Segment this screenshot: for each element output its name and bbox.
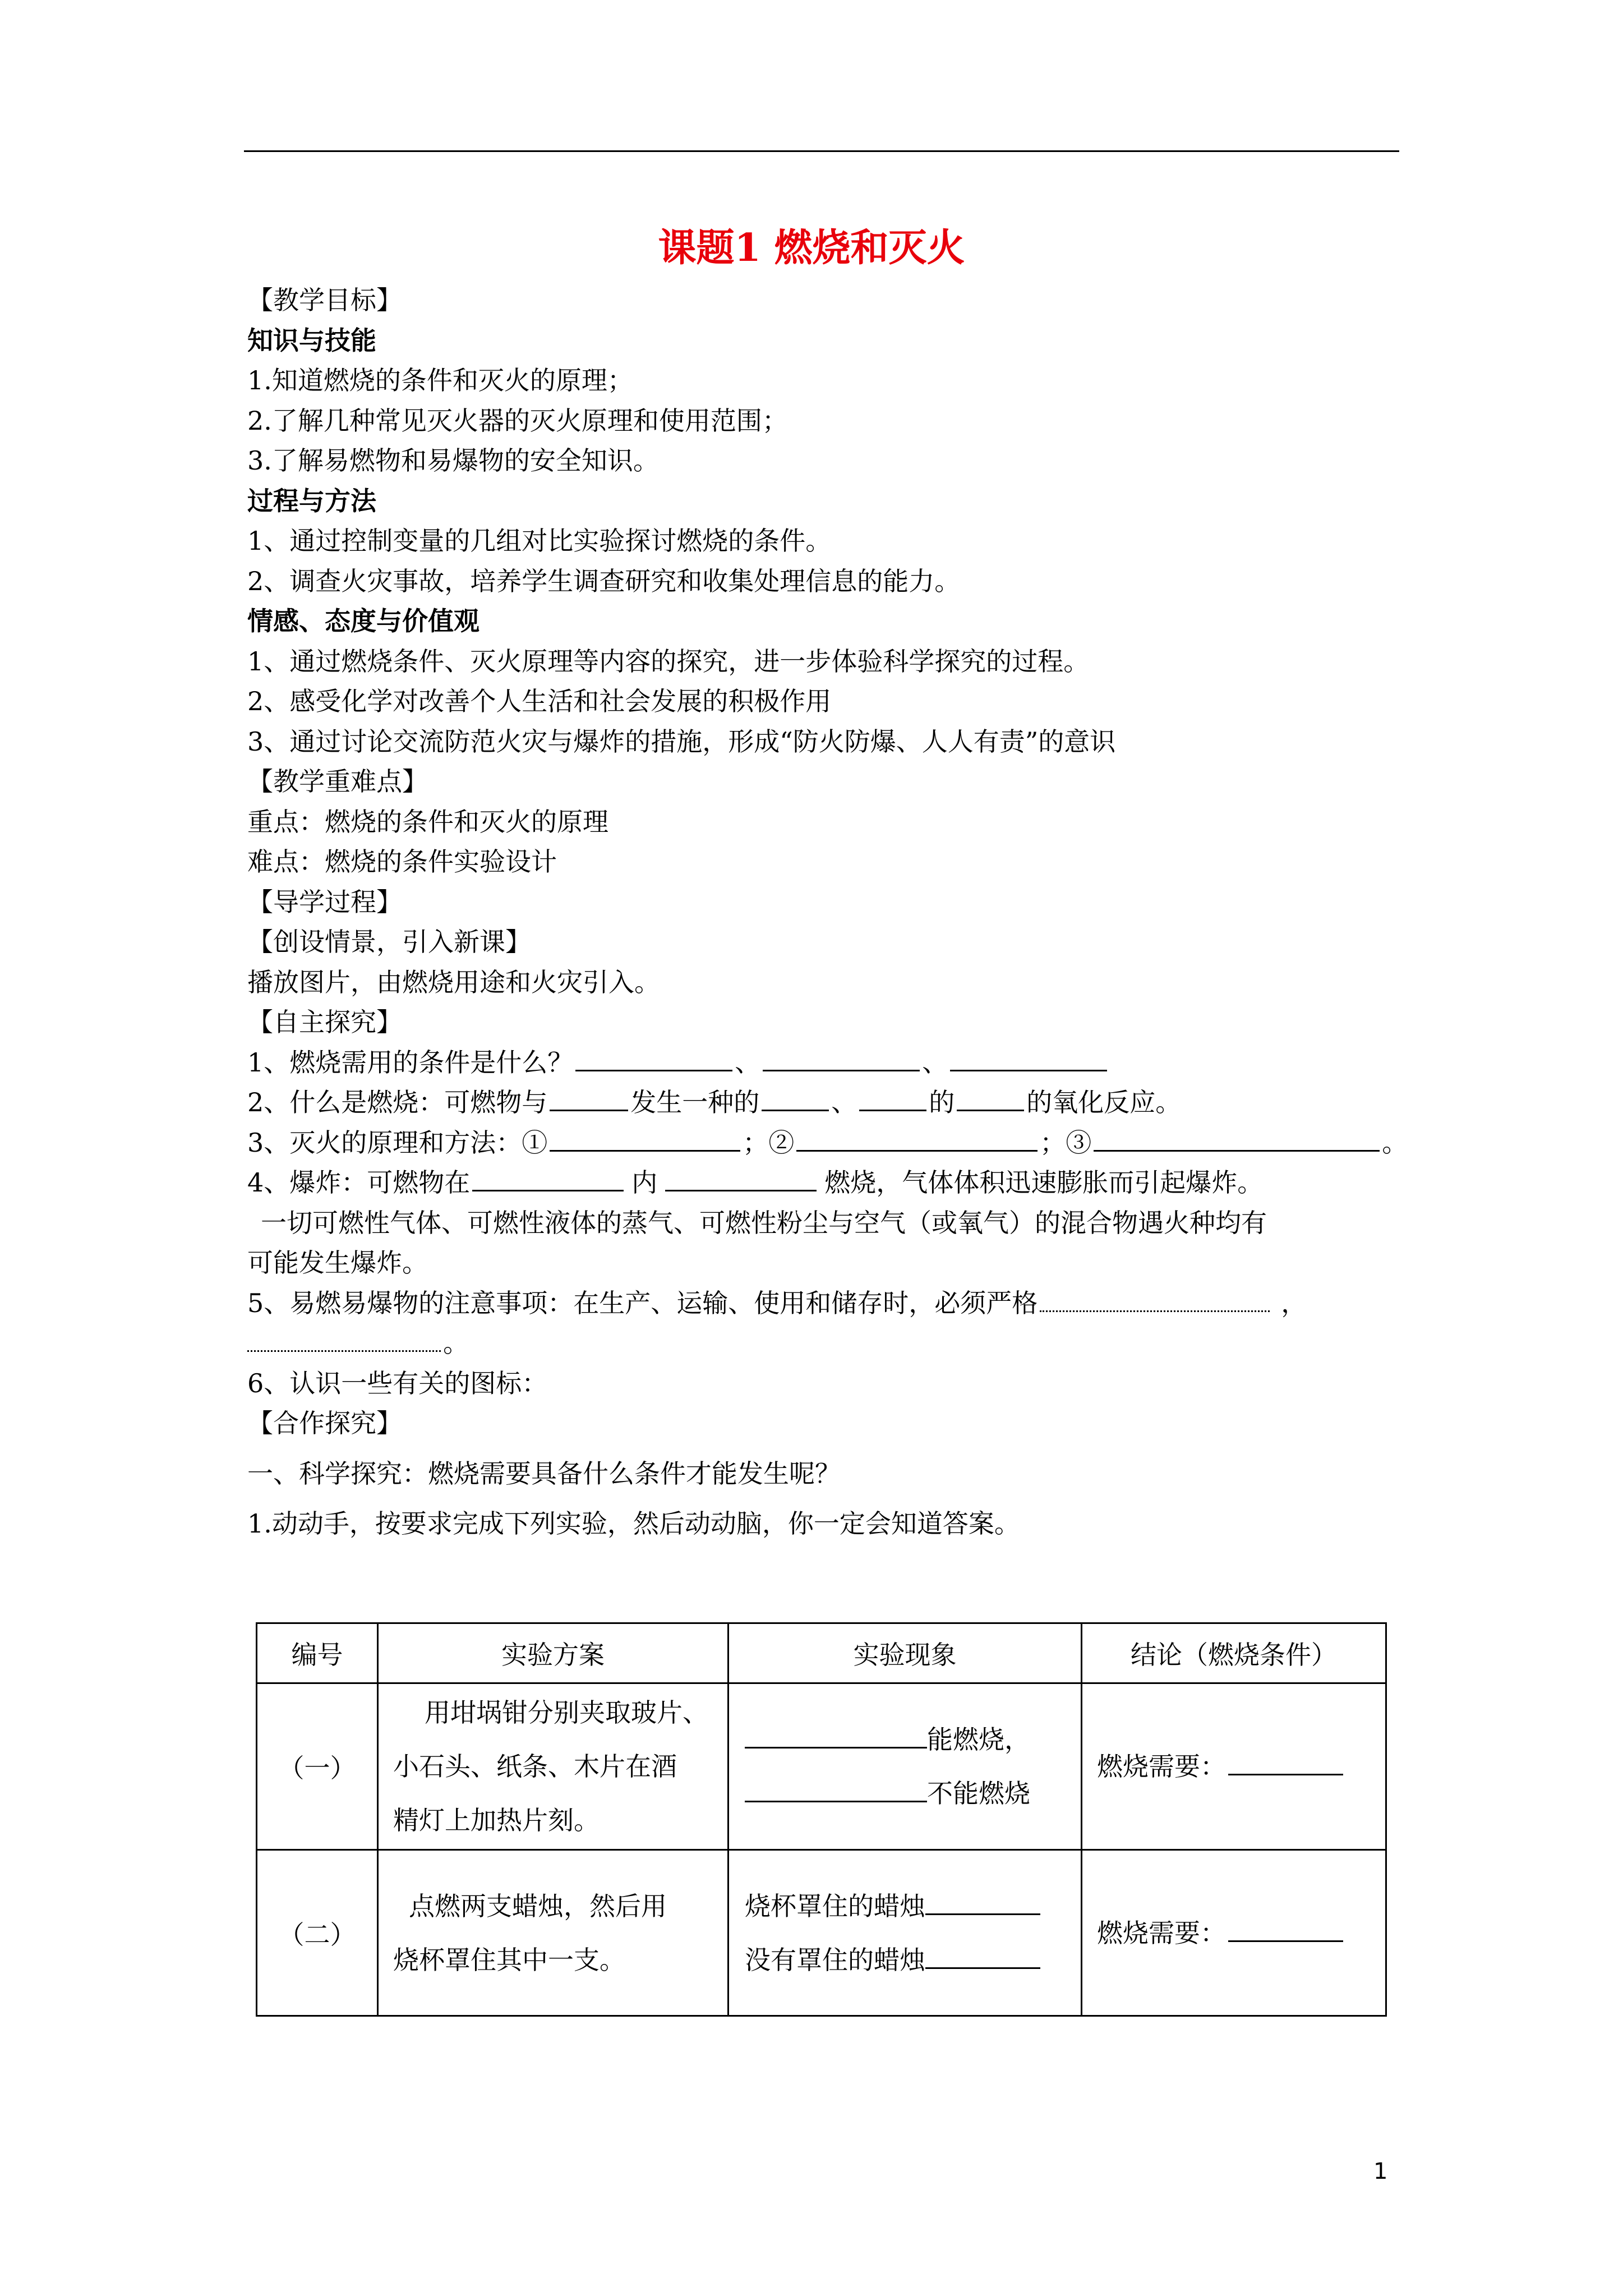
text-line: 2.了解几种常见灭火器的灭火原理和使用范围； (247, 405, 788, 436)
question-text: ；② (743, 1127, 795, 1158)
plan-line: 精灯上加热片刻。 (393, 1805, 600, 1835)
question-text: 的 (929, 1087, 955, 1117)
document-body (247, 280, 1408, 1544)
plan-line: 用坩埚钳分别夹取玻片、 (425, 1697, 708, 1728)
conclusion-line (1097, 1906, 1385, 1960)
column-header: 结论（燃烧条件） (1082, 1623, 1386, 1683)
table-row (257, 1850, 1386, 2016)
question-3 (247, 1123, 1408, 1163)
section-heading: 【教学重难点】 (247, 766, 428, 797)
text-line: 一、科学探究：燃烧需要具备什么条件才能发生呢？ (247, 1458, 841, 1489)
section-heading: 【合作探究】 (247, 1408, 402, 1438)
question-text: 。 (443, 1328, 469, 1358)
answer-blank[interactable] (745, 1775, 927, 1802)
question-5-cont (247, 1323, 1403, 1364)
conclusion-text: 燃烧需要： (1097, 1751, 1226, 1782)
answer-blank[interactable] (950, 1044, 1107, 1071)
question-text: 。 (1382, 1127, 1408, 1158)
observation-text: 烧杯罩住的蜡烛 (745, 1890, 925, 1921)
observation-text: 不能燃烧 (927, 1778, 1030, 1809)
table-header-row (257, 1623, 1386, 1683)
separator: 、 (922, 1047, 948, 1078)
question-text: 5、易燃易爆物的注意事项：在生产、运输、使用和储存时，必须严格 (247, 1287, 1038, 1318)
question-text: ， (1281, 1287, 1307, 1318)
answer-blank[interactable] (575, 1044, 732, 1071)
experiment-table (256, 1622, 1387, 2017)
text-line: 2、调查火灾事故，培养学生调查研究和收集处理信息的能力。 (247, 565, 961, 596)
answer-blank[interactable] (550, 1124, 740, 1152)
question-2 (247, 1083, 1403, 1123)
answer-blank[interactable] (1040, 1285, 1270, 1312)
question-text: 燃烧，气体体积迅速膨胀而引起爆炸。 (824, 1167, 1264, 1198)
question-1 (247, 1043, 1403, 1083)
observation-line (745, 1766, 1080, 1820)
question-text: 3、灭火的原理和方法：① (247, 1127, 548, 1158)
conclusion-cell (1082, 1683, 1386, 1850)
observation-text: 没有罩住的蜡烛 (745, 1944, 925, 1975)
plan-cell (378, 1850, 728, 2016)
subsection-heading: 情感、态度与价值观 (247, 606, 479, 636)
text-line: 一切可燃性气体、可燃性液体的蒸气、可燃性粉尘与空气（或氧气）的混合物遇火种均有 (261, 1207, 1267, 1238)
question-4 (247, 1163, 1403, 1203)
observation-line (745, 1713, 1080, 1766)
answer-blank[interactable] (247, 1324, 441, 1352)
subsection-heading: 过程与方法 (247, 485, 376, 516)
text-line: 3.了解易燃物和易爆物的安全知识。 (247, 445, 659, 476)
observation-cell (728, 1850, 1082, 2016)
section-heading: 【自主探究】 (247, 1007, 402, 1037)
table-row (257, 1683, 1386, 1850)
separator: 、 (831, 1087, 857, 1117)
row-number: （一） (257, 1683, 378, 1850)
answer-blank[interactable] (665, 1164, 817, 1191)
plan-line: 小石头、纸条、木片在酒 (393, 1751, 677, 1782)
column-header: 编号 (257, 1623, 378, 1683)
column-header: 实验现象 (728, 1623, 1082, 1683)
observation-line (745, 1933, 1080, 1987)
conclusion-text: 燃烧需要： (1097, 1917, 1226, 1948)
text-line: 播放图片，由燃烧用途和火灾引入。 (247, 967, 660, 997)
question-text: 2、什么是燃烧：可燃物与 (247, 1087, 548, 1117)
answer-blank[interactable] (550, 1084, 628, 1111)
answer-blank[interactable] (925, 1941, 1040, 1969)
question-5 (247, 1283, 1403, 1324)
text-line: 1.动动手，按要求完成下列实验，然后动动脑，你一定会知道答案。 (247, 1508, 1020, 1539)
answer-blank[interactable] (763, 1044, 920, 1071)
section-heading: 【创设情景，引入新课】 (247, 927, 531, 957)
question-text: 4、爆炸：可燃物在 (247, 1167, 471, 1198)
separator: 、 (735, 1047, 761, 1078)
question-text: 的氧化反应。 (1026, 1087, 1182, 1117)
section-heading: 【教学目标】 (247, 285, 402, 315)
text-line: 6、认识一些有关的图标： (247, 1368, 548, 1398)
page-title: 课题1 燃烧和灭火 (658, 226, 965, 270)
question-text: 内 (631, 1167, 658, 1198)
answer-blank[interactable] (1228, 1748, 1343, 1775)
answer-blank[interactable] (859, 1084, 926, 1111)
text-line: 难点：燃烧的条件实验设计 (247, 846, 557, 877)
observation-cell (728, 1683, 1082, 1850)
question-text: ；③ (1040, 1127, 1092, 1158)
plan-line: 烧杯罩住其中一支。 (393, 1944, 625, 1975)
text-line: 2、感受化学对改善个人生活和社会发展的积极作用 (247, 686, 832, 716)
text-line: 可能发生爆炸。 (247, 1248, 428, 1278)
row-number: （二） (257, 1850, 378, 2016)
subsection-heading: 知识与技能 (247, 325, 376, 356)
plan-line: 点燃两支蜡烛，然后用 (409, 1890, 667, 1921)
text-line: 3、通过讨论交流防范火灾与爆炸的措施，形成“防火防爆、人人有责”的意识 (247, 726, 1116, 757)
answer-blank[interactable] (1228, 1915, 1343, 1942)
text-line: 1.知道燃烧的条件和灭火的原理； (247, 365, 633, 395)
question-text: 发生一种的 (630, 1087, 760, 1117)
text-line: 1、通过燃烧条件、灭火原理等内容的探究，进一步体验科学探究的过程。 (247, 646, 1090, 677)
header-rule (244, 150, 1399, 152)
answer-blank[interactable] (472, 1164, 624, 1191)
answer-blank[interactable] (762, 1084, 829, 1111)
answer-blank[interactable] (1094, 1124, 1380, 1152)
section-heading: 【导学过程】 (247, 886, 402, 917)
plan-cell (378, 1683, 728, 1850)
column-header: 实验方案 (378, 1623, 728, 1683)
answer-blank[interactable] (745, 1721, 927, 1749)
text-line: 重点：燃烧的条件和灭火的原理 (247, 806, 608, 837)
answer-blank[interactable] (957, 1084, 1024, 1111)
answer-blank[interactable] (925, 1888, 1040, 1915)
observation-text: 能燃烧， (927, 1724, 1030, 1755)
observation-line (745, 1879, 1080, 1933)
answer-blank[interactable] (796, 1124, 1038, 1152)
question-text: 1、燃烧需用的条件是什么？ (247, 1047, 574, 1078)
page-number: 1 (1373, 2159, 1388, 2184)
conclusion-line (1097, 1740, 1385, 1793)
conclusion-cell (1082, 1850, 1386, 2016)
text-line: 1、通过控制变量的几组对比实验探讨燃烧的条件。 (247, 526, 832, 556)
